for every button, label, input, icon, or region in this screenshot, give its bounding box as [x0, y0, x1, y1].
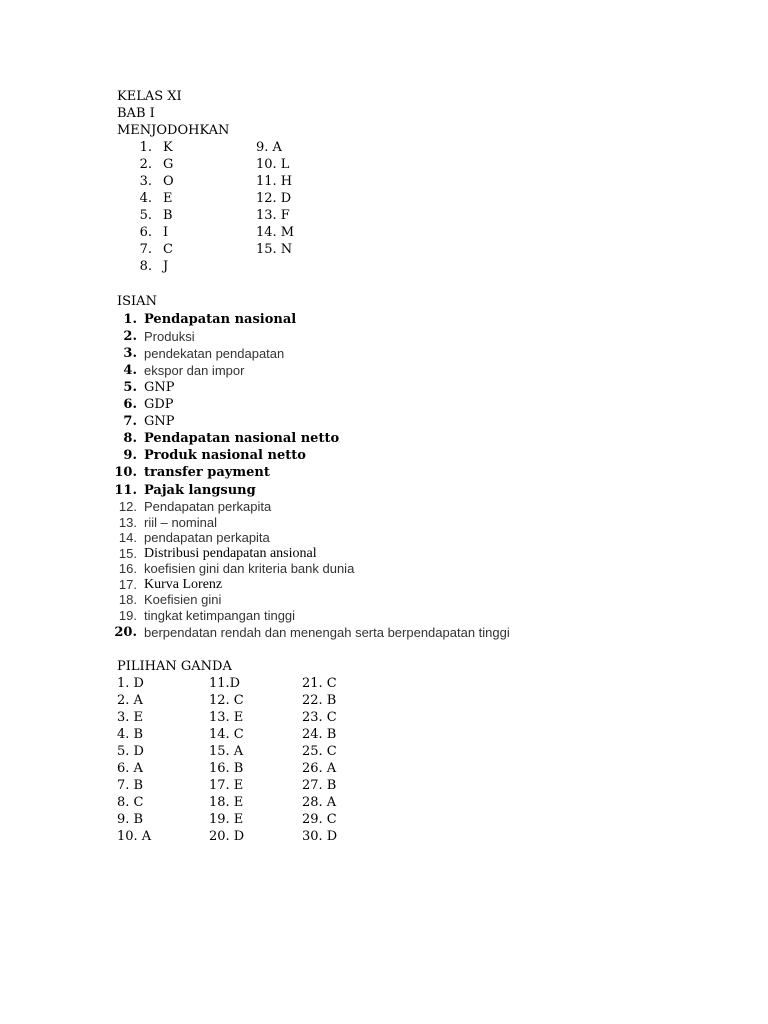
- mc-answer: 10. A: [117, 829, 152, 844]
- match-item: 14. M: [256, 225, 295, 240]
- mc-answer: 19. E: [209, 812, 244, 827]
- mc-answer: 20. D: [209, 829, 245, 844]
- match-number: 8.: [139, 259, 152, 274]
- isian-number: 7.: [123, 414, 137, 429]
- mc-answer: 28. A: [302, 795, 337, 810]
- mc-answer: 26. A: [302, 761, 337, 776]
- isian-answer: GDP: [144, 397, 174, 412]
- mc-answer: 16. B: [209, 761, 244, 776]
- match-answer: J: [163, 259, 169, 274]
- mc-answer: 12. C: [209, 693, 244, 708]
- isian-number: 1.: [123, 312, 137, 327]
- match-item: 15. N: [256, 242, 293, 257]
- isian-number: 15.: [118, 546, 137, 561]
- isian-number: 11.: [114, 483, 137, 498]
- isian-answer: Produk nasional netto: [144, 448, 306, 463]
- mc-answer: 22. B: [302, 693, 337, 708]
- mc-answer: 6. A: [117, 761, 143, 776]
- isian-answer: Pendapatan perkapita: [144, 499, 272, 514]
- match-number: 6.: [139, 225, 152, 240]
- match-number: 7.: [139, 242, 152, 257]
- mc-answer: 4. B: [117, 727, 144, 742]
- match-item: 9. A: [256, 140, 282, 155]
- isian-number: 18.: [118, 592, 137, 607]
- isian-answer: GNP: [144, 380, 175, 395]
- match-number: 2.: [139, 157, 152, 172]
- isian-number: 20.: [114, 625, 137, 640]
- match-answer: C: [163, 242, 173, 257]
- pilihan-ganda-heading: PILIHAN GANDA: [117, 659, 232, 674]
- match-item: 13. F: [256, 208, 290, 223]
- isian-answer: pendapatan perkapita: [144, 530, 270, 545]
- mc-answer: 14. C: [209, 727, 244, 742]
- mc-answer: 27. B: [302, 778, 337, 793]
- match-answer: B: [163, 208, 173, 223]
- isian-answer: riil – nominal: [144, 515, 217, 530]
- match-answer: E: [163, 191, 173, 206]
- mc-answer: 5. D: [117, 744, 144, 759]
- mc-answer: 29. C: [302, 812, 337, 827]
- mc-answer: 13. E: [209, 710, 244, 725]
- isian-number: 8.: [123, 431, 137, 446]
- mc-answer: 25. C: [302, 744, 337, 759]
- match-item: 10. L: [256, 157, 290, 172]
- mc-answer: 11.D: [209, 676, 241, 691]
- isian-number: 3.: [123, 346, 137, 361]
- isian-answer: Pajak langsung: [144, 483, 256, 498]
- class-heading: KELAS XI: [117, 89, 182, 104]
- match-number: 1.: [139, 140, 152, 155]
- mc-answer: 21. C: [302, 676, 337, 691]
- isian-heading: ISIAN: [117, 294, 157, 309]
- isian-answer: pendekatan pendapatan: [144, 346, 285, 361]
- isian-answer: berpendatan rendah dan menengah serta berpendapatan tinggi: [144, 625, 510, 640]
- isian-answer: koefisien gini dan kriteria bank dunia: [144, 561, 355, 576]
- match-number: 3.: [139, 174, 152, 189]
- isian-number: 5.: [123, 380, 137, 395]
- isian-number: 14.: [118, 530, 137, 545]
- isian-answer: Distribusi pendapatan ansional: [144, 546, 317, 561]
- isian-answer: Pendapatan nasional: [144, 312, 297, 327]
- isian-answer: GNP: [144, 414, 175, 429]
- mc-answer: 17. E: [209, 778, 244, 793]
- match-number: 4.: [139, 191, 152, 206]
- isian-answer: tingkat ketimpangan tinggi: [144, 608, 296, 623]
- isian-number: 6.: [123, 397, 137, 412]
- mc-answer: 8. C: [117, 795, 144, 810]
- mc-answer: 24. B: [302, 727, 337, 742]
- isian-number: 17.: [118, 577, 137, 592]
- isian-answer: Kurva Lorenz: [144, 577, 223, 592]
- isian-number: 19.: [118, 608, 137, 623]
- isian-number: 4.: [123, 363, 137, 378]
- isian-number: 10.: [114, 465, 137, 480]
- isian-answer: transfer payment: [144, 465, 270, 480]
- isian-answer: Produksi: [144, 329, 195, 344]
- isian-number: 2.: [123, 329, 137, 344]
- mc-answer: 18. E: [209, 795, 244, 810]
- mc-answer: 3. E: [117, 710, 144, 725]
- mc-answer: 2. A: [117, 693, 143, 708]
- mc-answer: 15. A: [209, 744, 244, 759]
- mc-answer: 23. C: [302, 710, 337, 725]
- isian-number: 12.: [118, 499, 137, 514]
- match-number: 5.: [139, 208, 152, 223]
- isian-answer: ekspor dan impor: [144, 363, 245, 378]
- match-item: 12. D: [256, 191, 292, 206]
- match-answer: O: [163, 174, 174, 189]
- match-item: 11. H: [256, 174, 293, 189]
- isian-number: 9.: [123, 448, 137, 463]
- mc-answer: 30. D: [302, 829, 338, 844]
- mc-answer: 7. B: [117, 778, 144, 793]
- isian-answer: Pendapatan nasional netto: [144, 431, 340, 446]
- isian-number: 16.: [118, 561, 137, 576]
- match-answer: G: [163, 157, 174, 172]
- match-answer: I: [163, 225, 169, 240]
- mc-answer: 9. B: [117, 812, 144, 827]
- isian-number: 13.: [118, 515, 137, 530]
- menjodohkan-heading: MENJODOHKAN: [117, 123, 230, 138]
- match-answer: K: [163, 140, 173, 155]
- mc-answer: 1. D: [117, 676, 144, 691]
- isian-answer: Koefisien gini: [144, 592, 222, 607]
- chapter-heading: BAB I: [117, 106, 155, 121]
